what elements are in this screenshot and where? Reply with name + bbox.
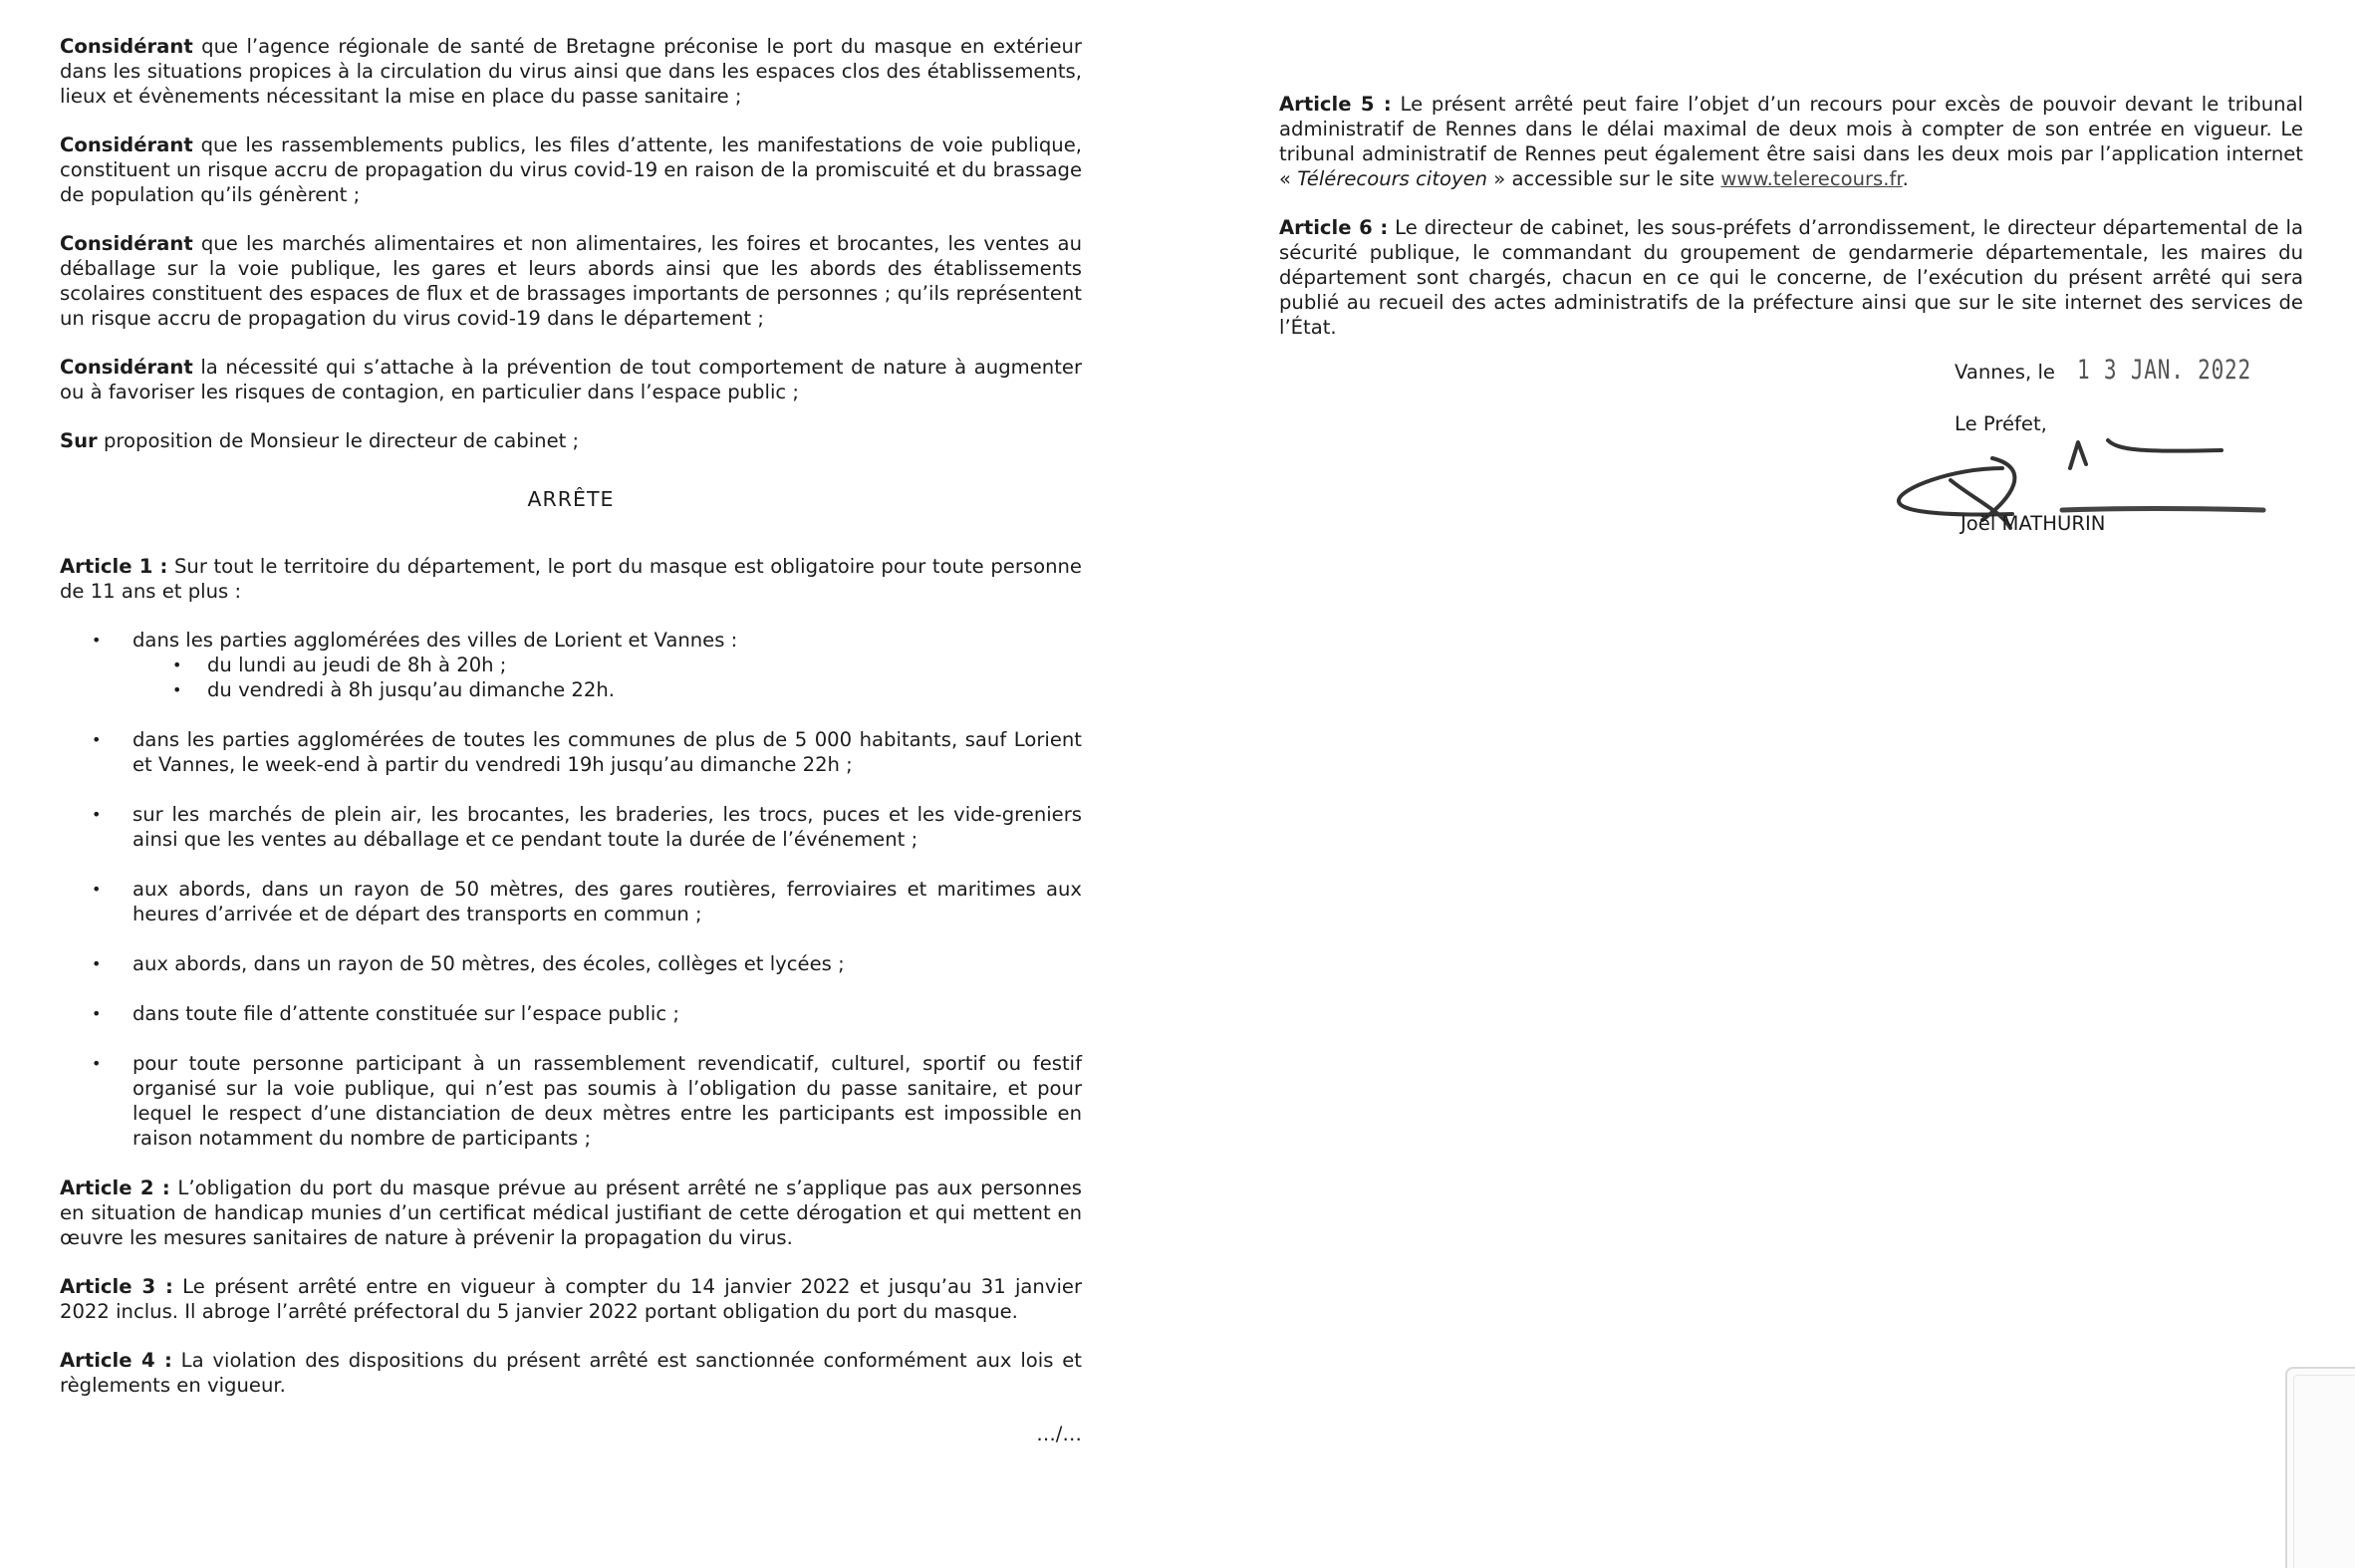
arrete-heading: ARRÊTE — [527, 487, 615, 511]
list-item: • sur les marchés de plein air, les brocantes, les braderies, les trocs, puces et les vide-greniers ainsi que les ventes au déballage et ce pendant toute la durée de l’événement ; — [60, 802, 1082, 852]
considerant-4: Considérant la nécessité qui s’attache à la prévention de tout comportement de nature à augmenter ou à favoriser les risques de contagion, en particulier dans l’espace public ; — [60, 356, 1082, 403]
article-5: Article 5 : Le présent arrêté peut faire l’objet d’un recours pour excès de pouvoir devant le tribunal administratif de Rennes dans le délai maximal de deux mois à compter de son entrée en vigueur. Le tribunal administratif de Rennes peut également être saisi dans les deux mois par l’application internet « Télérecours citoyen » accessible sur le site www.telerecours.fr. — [1279, 93, 2303, 190]
sub-list-item: • du lundi au jeudi de 8h à 20h ; — [132, 653, 1082, 677]
date-line — [1955, 355, 2300, 386]
article-1-list — [60, 628, 1082, 1151]
article-2: Article 2 : L’obligation du port du masque prévue au présent arrêté ne s’applique pas aux personnes en situation de handicap munies d’un certificat médical justifiant de cette dérogation et qui mettent en œuvre les mesures sanitaires de nature à prévenir la propagation du virus. — [60, 1176, 1082, 1249]
sur-proposition: Sur proposition de Monsieur le directeur de cabinet ; — [60, 429, 580, 452]
sub-list — [132, 653, 1082, 702]
scan-corner-frame — [2285, 1367, 2355, 1568]
place-label: Vannes, le — [1955, 361, 2055, 384]
telerecours-link[interactable]: www.telerecours.fr — [1720, 167, 1903, 190]
list-item: • aux abords, dans un rayon de 50 mètres, des gares routières, ferroviaires et maritimes aux heures d’arrivée et de départ des transports en commun ; — [60, 877, 1082, 926]
considerant-2: Considérant que les rassemblements publics, les files d’attente, les manifestations de voie publique, constituent un risque accru de propagation du virus covid-19 en raison de la promiscuité et du brassage de population qu’ils génèrent ; — [60, 133, 1082, 206]
considerant-1: Considérant que l’agence régionale de santé de Bretagne préconise le port du masque en extérieur dans les situations propices à la circulation du virus ainsi que dans les espaces clos des établissements, lieux et évènements nécessitant la mise en place du passe sanitaire ; — [60, 35, 1082, 108]
list-item: • pour toute personne participant à un rassemblement revendicatif, culturel, sportif ou festif organisé sur la voie publique, qui n’est pas soumis à l’obligation du passe sanitaire, et pour lequel le respect d’une distanciation de deux mètres entre les participants est impossible en raison notamment du nombre de participants ; — [60, 1051, 1082, 1151]
article-4: Article 4 : La violation des dispositions du présent arrêté est sanctionnée conformément aux lois et règlements en vigueur. — [60, 1349, 1082, 1397]
list-item: • dans les parties agglomérées des villes de Lorient et Vannes : • du lundi au jeudi de 8h à 20h ; • du vendredi à 8h jusqu’au dimanche 22h. — [60, 628, 1082, 702]
article-3: Article 3 : Le présent arrêté entre en vigueur à compter du 14 janvier 2022 et jusqu’au 31 janvier 2022 inclus. Il abroge l’arrêté préfectoral du 5 janvier 2022 portant obligation du port du masque. — [60, 1275, 1082, 1323]
date-stamp: 1 3 JAN. 2022 — [2076, 355, 2251, 386]
considerant-3: Considérant que les marchés alimentaires et non alimentaires, les foires et brocantes, les ventes au déballage sur la voie publique, les gares et leurs abords ainsi que les abords des établissements scolaires constituent des espaces de flux et de brassages importants de personnes ; qu’ils représentent un risque accru de propagation du virus covid-19 dans le département ; — [60, 232, 1082, 330]
left-page — [60, 34, 1082, 1446]
article-6: Article 6 : Le directeur de cabinet, les sous-préfets d’arrondissement, le directeur départemental de la sécurité publique, le commandant du groupement de gendarmerie départementale, les maires du département sont chargés, chacun en ce qui le concerne, de l’exécution du présent arrêté qui sera publié au recueil des actes administratifs de la préfecture ainsi que sur le site internet des services de l’État. — [1279, 216, 2303, 339]
sub-list-item: • du vendredi à 8h jusqu’au dimanche 22h. — [132, 677, 1082, 702]
list-item: • aux abords, dans un rayon de 50 mètres, des écoles, collèges et lycées ; — [60, 951, 1082, 976]
article-1: Article 1 : Sur tout le territoire du département, le port du masque est obligatoire pour toute personne de 11 ans et plus : — [60, 555, 1082, 603]
list-item: • dans toute file d’attente constituée sur l’espace public ; — [60, 1001, 1082, 1026]
signer-title: Le Préfet, — [1955, 412, 2047, 435]
continued-marker: …/… — [1036, 1423, 1082, 1445]
right-page — [1279, 92, 2303, 364]
list-item: • dans les parties agglomérées de toutes les communes de plus de 5 000 habitants, sauf Lorient et Vannes, le week-end à partir du vendredi 19h jusqu’au dimanche 22h ; — [60, 727, 1082, 777]
signer-name: Joël MATHURIN — [1961, 512, 2106, 535]
